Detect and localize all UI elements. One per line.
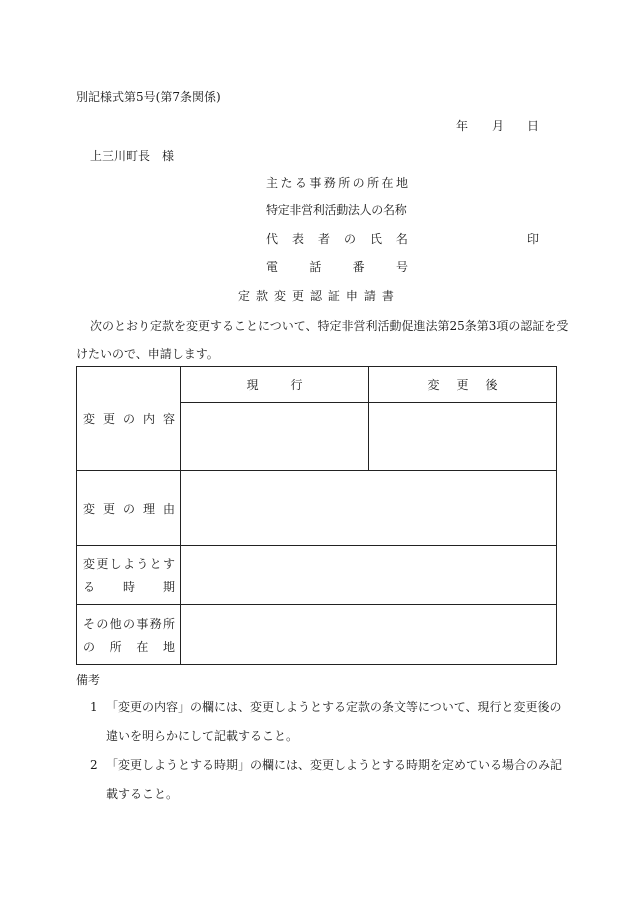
row-label-content: 変 更 の 内 容 bbox=[77, 367, 181, 471]
notes-heading: 備考 bbox=[76, 673, 101, 687]
date-year: 年 bbox=[456, 119, 469, 133]
col-header-current: 現 行 bbox=[181, 367, 369, 403]
note-2-line-2: 載すること。 bbox=[106, 787, 179, 801]
col-header-after: 変 更 後 bbox=[369, 367, 557, 403]
other-office-cell[interactable] bbox=[181, 605, 557, 665]
date-month: 月 bbox=[492, 119, 505, 133]
corp-name-label: 特定非営利活動法人の名称 bbox=[266, 203, 407, 217]
seal-mark: 印 bbox=[527, 232, 540, 246]
note-2-line-1: 「変更しようとする時期」の欄には、変更しようとする時期を定めている場合のみ記 bbox=[106, 758, 563, 772]
phone-label: 電 話 番 号 bbox=[266, 260, 408, 274]
row-label-reason: 変 更 の 理 由 bbox=[77, 471, 181, 546]
address-label: 主 た る 事 務 所 の 所 在 地 bbox=[266, 176, 408, 190]
note-1-line-1: 「変更の内容」の欄には、変更しようとする定款の条文等について、現行と変更後の bbox=[106, 700, 562, 714]
date-day: 日 bbox=[527, 119, 540, 133]
addressee: 上三川町長 様 bbox=[90, 149, 175, 163]
form-title: 定 款 変 更 認 証 申 請 書 bbox=[238, 289, 394, 303]
time-cell[interactable] bbox=[181, 546, 557, 605]
representative-label: 代 表 者 の 氏 名 bbox=[266, 232, 408, 246]
body-line-1: 次のとおり定款を変更することについて、特定非営利活動促進法第25条第3項の認証を受 bbox=[90, 319, 569, 333]
table-row bbox=[77, 367, 557, 403]
current-content-cell[interactable] bbox=[181, 403, 369, 471]
change-table bbox=[76, 366, 557, 665]
table-row bbox=[77, 471, 557, 546]
note-2-number: 2 bbox=[90, 758, 98, 772]
after-content-cell[interactable] bbox=[369, 403, 557, 471]
row-label-other-office: そ の 他 の 事 務 所 の 所 在 地 bbox=[77, 605, 181, 665]
body-line-2: けたいので、申請します。 bbox=[76, 347, 219, 361]
table-row bbox=[77, 605, 557, 665]
note-1-number: 1 bbox=[90, 700, 98, 714]
row-label-time: 変 更 し よ う と す る 時 期 bbox=[77, 546, 181, 605]
reason-cell[interactable] bbox=[181, 471, 557, 546]
note-1-line-2: 違いを明らかにして記載すること。 bbox=[106, 729, 299, 743]
table-row bbox=[77, 546, 557, 605]
form-id: 別記様式第5号(第7条関係) bbox=[76, 90, 221, 104]
